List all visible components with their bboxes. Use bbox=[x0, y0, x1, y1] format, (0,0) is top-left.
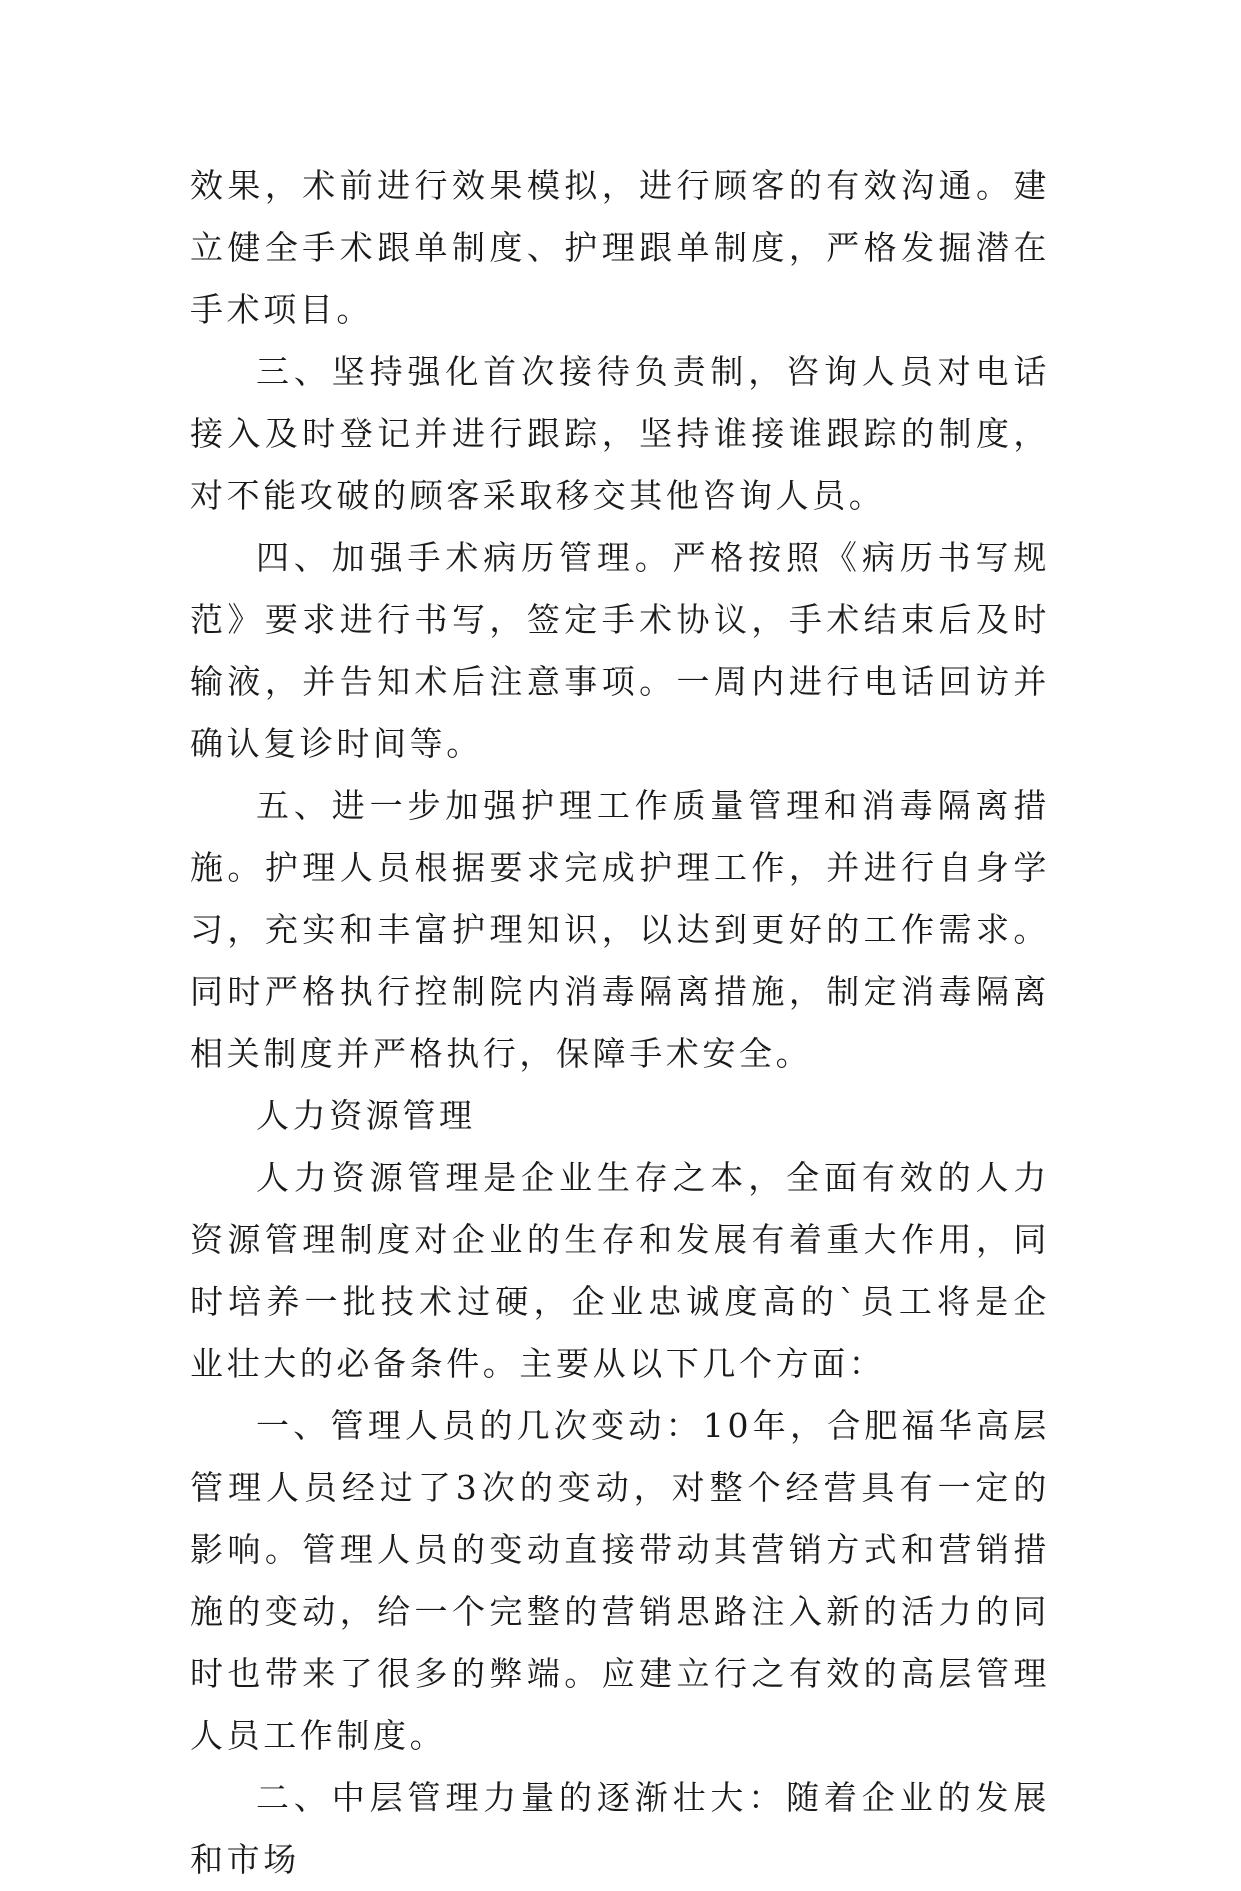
paragraph-item-five: 五、进一步加强护理工作质量管理和消毒隔离措施。护理人员根据要求完成护理工作，并进行自身学习，充实和丰富护理知识，以达到更好的工作需求。同时严格执行控制院内消毒隔离措施，制定消毒隔离相关制度并严格执行，保障手术安全。 bbox=[190, 786, 1050, 1073]
document-page bbox=[190, 155, 1050, 1891]
paragraph-intro-continuation: 效果，术前进行效果模拟，进行顾客的有效沟通。建立健全手术跟单制度、护理跟单制度，严格发掘潜在手术项目。 bbox=[190, 166, 1050, 329]
paragraph-item-three: 三、坚持强化首次接待负责制，咨询人员对电话接入及时登记并进行跟踪，坚持谁接谁跟踪的制度，对不能攻破的顾客采取移交其他咨询人员。 bbox=[190, 352, 1050, 515]
paragraph-item-four: 四、加强手术病历管理。严格按照《病历书写规范》要求进行书写，签定手术协议，手术结束后及时输液，并告知术后注意事项。一周内进行电话回访并确认复诊时间等。 bbox=[190, 538, 1050, 763]
paragraph-hr-item-one: 一、管理人员的几次变动：10年，合肥福华高层管理人员经过了3次的变动，对整个经营具有一定的影响。管理人员的变动直接带动其营销方式和营销措施的变动，给一个完整的营销思路注入新的活力的同时也带来了很多的弊端。应建立行之有效的高层管理人员工作制度。 bbox=[190, 1406, 1050, 1755]
paragraph-hr-item-two: 二、中层管理力量的逐渐壮大：随着企业的发展和市场 bbox=[190, 1778, 1050, 1879]
paragraph-hr-intro: 人力资源管理是企业生存之本，全面有效的人力资源管理制度对企业的生存和发展有着重大作用，同时培养一批技术过硬，企业忠诚度高的`员工将是企业壮大的必备条件。主要从以下几个方面： bbox=[190, 1158, 1050, 1383]
section-heading-hr: 人力资源管理 bbox=[256, 1096, 476, 1135]
